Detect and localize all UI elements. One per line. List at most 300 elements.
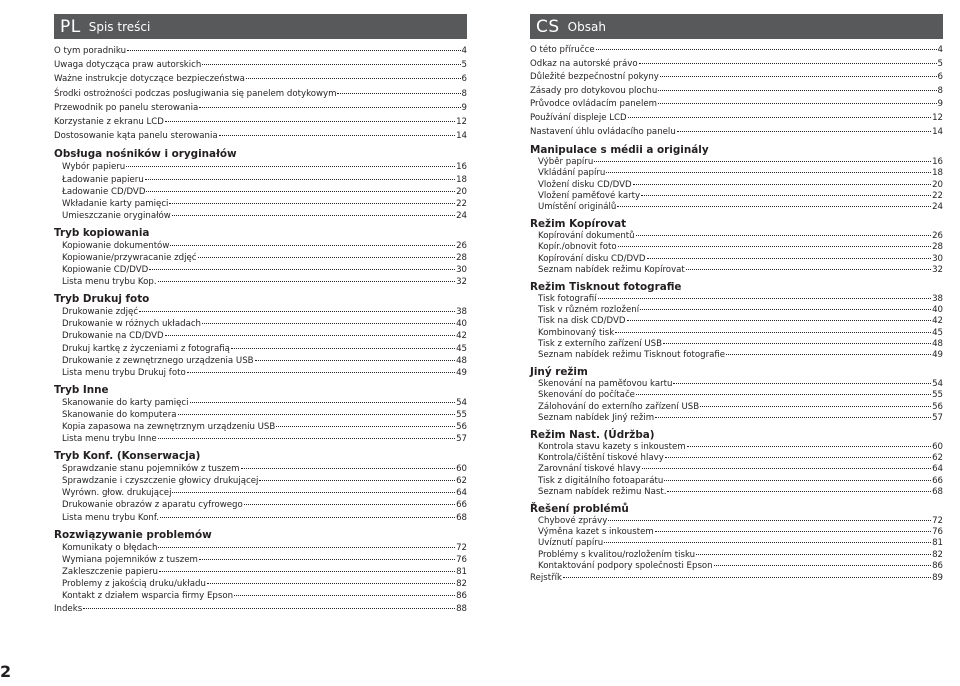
toc-column-pl bbox=[54, 14, 467, 616]
dot-leader bbox=[660, 75, 937, 77]
toc-entry[interactable] bbox=[54, 487, 467, 499]
toc-entry-page: 30 bbox=[456, 265, 467, 276]
toc-entry-page: 5 bbox=[937, 58, 943, 69]
toc-entry-label: Umieszczanie oryginałów bbox=[62, 210, 171, 221]
toc-entry-page: 30 bbox=[932, 253, 943, 264]
toc-entry-label: Lista menu trybu Konf. bbox=[62, 512, 159, 523]
dot-leader bbox=[615, 331, 931, 333]
dot-leader bbox=[618, 245, 931, 247]
toc-entry-page: 66 bbox=[456, 500, 467, 511]
toc-entry[interactable] bbox=[54, 186, 467, 198]
toc-entry-page: 16 bbox=[456, 162, 467, 173]
toc-entry[interactable] bbox=[54, 512, 467, 524]
page-number: 2 bbox=[0, 662, 12, 681]
toc-entry-label: Skenování na paměťovou kartu bbox=[538, 379, 673, 390]
toc-entry-label: Lista menu trybu Inne bbox=[62, 434, 157, 445]
toc-entry[interactable] bbox=[54, 397, 467, 409]
section-heading[interactable]: Režim Nast. (Údržba) bbox=[530, 429, 655, 442]
dot-leader bbox=[246, 77, 461, 79]
toc-entry[interactable] bbox=[530, 202, 943, 213]
toc-entry[interactable] bbox=[54, 578, 467, 590]
toc-entry-label: Tisk v různém rozložení bbox=[538, 305, 640, 316]
toc-entry-page: 42 bbox=[456, 331, 467, 342]
dot-leader bbox=[145, 178, 455, 180]
toc-entry-page: 68 bbox=[932, 486, 943, 497]
dot-leader bbox=[219, 134, 455, 136]
section-heading[interactable]: Tryb Konf. (Konserwacja) bbox=[54, 450, 201, 463]
toc-entry-label: Drukowanie zdjęć bbox=[62, 307, 139, 318]
section-heading[interactable]: Tryb kopiowania bbox=[54, 226, 150, 239]
toc-entry[interactable] bbox=[54, 330, 467, 342]
toc-entry[interactable] bbox=[530, 464, 943, 475]
toc-entry-page: 48 bbox=[456, 355, 467, 366]
toc-entry-page: 40 bbox=[932, 305, 943, 316]
toc-entry[interactable] bbox=[530, 58, 943, 72]
toc-entry[interactable] bbox=[54, 602, 467, 616]
toc-entry-label: Sprawdzanie stanu pojemników z tuszem bbox=[62, 464, 240, 475]
toc-entry[interactable] bbox=[54, 174, 467, 186]
dot-leader bbox=[178, 413, 456, 415]
toc-entry[interactable] bbox=[54, 101, 467, 115]
toc-entry-page: 45 bbox=[932, 327, 943, 338]
dot-leader bbox=[255, 359, 456, 361]
toc-entry-label: Sprawdzanie i czyszczenie głowicy drukującej bbox=[62, 476, 259, 487]
dot-leader bbox=[231, 347, 455, 349]
toc-entry-page: 14 bbox=[932, 126, 943, 137]
toc-entry-page: 54 bbox=[932, 379, 943, 390]
toc-entry-page: 22 bbox=[932, 190, 943, 201]
dot-leader bbox=[642, 467, 931, 469]
dot-leader bbox=[714, 564, 931, 566]
toc-entry-label: Chybové zprávy bbox=[538, 516, 608, 527]
toc-entry-label: Lista menu trybu Kop. bbox=[62, 277, 157, 288]
toc-entry-label: Uwaga dotycząca praw autorskich bbox=[54, 60, 202, 71]
dot-leader bbox=[598, 297, 932, 299]
toc-entry[interactable] bbox=[530, 316, 943, 327]
dot-leader bbox=[655, 416, 931, 418]
toc-entry[interactable] bbox=[530, 561, 943, 572]
toc-entry[interactable] bbox=[530, 538, 943, 549]
toc-entry-label: Zakleszczenie papieru bbox=[62, 566, 158, 577]
toc-entry-page: 6 bbox=[937, 72, 943, 83]
toc-entry-label: Ładowanie CD/DVD bbox=[62, 186, 146, 197]
toc-entry-label: Problemy z jakością druku/układu bbox=[62, 578, 206, 589]
dot-leader bbox=[673, 382, 931, 384]
toc-entry-label: O této příručce bbox=[530, 45, 595, 55]
toc-entry[interactable] bbox=[530, 265, 943, 276]
dot-leader bbox=[608, 519, 931, 521]
dot-leader bbox=[639, 62, 937, 64]
toc-entry-label: Tisk z externího zařízení USB bbox=[538, 338, 663, 349]
toc-entry-label: Kontaktování podpory společnosti Epson bbox=[538, 560, 713, 571]
dot-leader bbox=[202, 322, 455, 324]
toc-entry-page: 60 bbox=[932, 442, 943, 453]
toc-entry-label: Umístění originálů bbox=[538, 201, 617, 212]
toc-entry[interactable] bbox=[54, 590, 467, 602]
toc-entry[interactable] bbox=[530, 242, 943, 253]
dot-leader bbox=[146, 190, 455, 192]
toc-entry-page: 76 bbox=[456, 554, 467, 565]
toc-entry[interactable] bbox=[54, 433, 467, 445]
toc-entry-page: 56 bbox=[932, 401, 943, 412]
dot-leader bbox=[636, 234, 931, 236]
toc-entry[interactable] bbox=[54, 161, 467, 173]
toc-entry[interactable] bbox=[530, 572, 943, 586]
dot-leader bbox=[158, 280, 455, 282]
toc-entry-page: 28 bbox=[456, 252, 467, 263]
toc-title: Spis treści bbox=[88, 19, 151, 34]
toc-entry-page: 38 bbox=[932, 293, 943, 304]
toc-entry-label: Rejstřík bbox=[530, 573, 563, 584]
toc-entry[interactable] bbox=[530, 44, 943, 58]
toc-entry-label: Zarovnání tiskové hlavy bbox=[538, 464, 641, 475]
toc-entry-label: Ładowanie papieru bbox=[62, 174, 144, 185]
toc-entry-page: 48 bbox=[932, 338, 943, 349]
toc-entry-label: Indeks bbox=[54, 604, 83, 615]
section-heading[interactable]: Jiný režim bbox=[530, 366, 588, 379]
dot-leader bbox=[244, 503, 455, 505]
toc-entry-label: Výběr papíru bbox=[538, 157, 594, 168]
toc-entry[interactable] bbox=[530, 550, 943, 561]
toc-entry[interactable] bbox=[530, 476, 943, 487]
toc-entry-label: Komunikaty o błędach bbox=[62, 542, 158, 553]
toc-entry[interactable] bbox=[530, 442, 943, 453]
toc-entry[interactable] bbox=[54, 87, 467, 101]
toc-entry-label: Wymiana pojemników z tuszem bbox=[62, 554, 198, 565]
toc-entry[interactable] bbox=[530, 402, 943, 413]
toc-entry[interactable] bbox=[54, 355, 467, 367]
toc-entry-label: Zásady pro dotykovou plochu bbox=[530, 85, 658, 96]
toc-entry[interactable] bbox=[530, 126, 943, 140]
toc-entry-label: Vložení paměťové karty bbox=[538, 190, 641, 201]
toc-entry[interactable] bbox=[530, 157, 943, 168]
dot-leader bbox=[667, 490, 931, 492]
dot-leader bbox=[165, 120, 455, 122]
toc-entry-page: 60 bbox=[456, 464, 467, 475]
dot-leader bbox=[636, 393, 931, 395]
toc-entry-label: Vložení disku CD/DVD bbox=[538, 179, 632, 190]
toc-entry-label: Kopia zapasowa na zewnętrznym urządzeniu USB bbox=[62, 422, 276, 433]
toc-entry[interactable] bbox=[54, 252, 467, 264]
toc-entry-label: Wkładanie karty pamięci bbox=[62, 198, 169, 209]
toc-entry-label: Lista menu trybu Drukuj foto bbox=[62, 367, 186, 378]
toc-entry-page: 5 bbox=[461, 60, 467, 71]
dot-leader bbox=[647, 257, 932, 259]
toc-entry[interactable] bbox=[54, 210, 467, 222]
toc-entry[interactable] bbox=[530, 453, 943, 464]
toc-entry-page: 66 bbox=[932, 475, 943, 486]
toc-entry-label: O tym poradniku bbox=[54, 46, 127, 56]
toc-entry-page: 86 bbox=[456, 591, 467, 602]
toc-entry-page: 57 bbox=[456, 434, 467, 445]
dot-leader bbox=[259, 479, 455, 481]
toc-entry[interactable] bbox=[530, 527, 943, 538]
toc-entry[interactable] bbox=[54, 542, 467, 554]
toc-entry-label: Používání displeje LCD bbox=[530, 112, 627, 123]
toc-entry[interactable] bbox=[54, 115, 467, 129]
toc-column-cs bbox=[530, 14, 943, 586]
dot-leader bbox=[126, 165, 455, 167]
dot-leader bbox=[687, 445, 931, 447]
toc-entry-label: Skanowanie do komputera bbox=[62, 409, 177, 420]
toc-entry-label: Vkládání papíru bbox=[538, 168, 606, 179]
toc-entry-page: 49 bbox=[456, 367, 467, 378]
dot-leader bbox=[276, 425, 455, 427]
toc-entry-page: 64 bbox=[932, 464, 943, 475]
dot-leader bbox=[127, 49, 461, 51]
toc-entry-label: Tisk z digitálního fotoaparátu bbox=[538, 475, 664, 486]
section-heading[interactable]: Režim Tisknout fotografie bbox=[530, 280, 682, 293]
toc-entry-page: 4 bbox=[937, 45, 943, 55]
toc-entry-page: 54 bbox=[456, 397, 467, 408]
toc-entry-page: 18 bbox=[456, 174, 467, 185]
toc-entry-label: Kopírování disku CD/DVD bbox=[538, 253, 646, 264]
dot-leader bbox=[158, 437, 455, 439]
dot-leader bbox=[606, 171, 931, 173]
toc-entry[interactable] bbox=[530, 168, 943, 179]
dot-leader bbox=[198, 256, 456, 258]
toc-entry[interactable] bbox=[54, 318, 467, 330]
toc-entry[interactable] bbox=[54, 129, 467, 143]
toc-entry-label: Wybór papieru bbox=[62, 162, 126, 173]
toc-entry[interactable] bbox=[54, 264, 467, 276]
toc-entry-page: 6 bbox=[461, 74, 467, 85]
dot-leader bbox=[337, 92, 460, 94]
toc-entry[interactable] bbox=[530, 191, 943, 202]
dot-leader bbox=[658, 102, 937, 104]
toc-entry[interactable] bbox=[530, 305, 943, 316]
dot-leader bbox=[159, 570, 455, 572]
dot-leader bbox=[664, 479, 931, 481]
toc-entry-page: 55 bbox=[456, 409, 467, 420]
toc-entry-page: 55 bbox=[932, 390, 943, 401]
dot-leader bbox=[696, 553, 931, 555]
dot-leader bbox=[665, 456, 931, 458]
dot-leader bbox=[169, 202, 455, 204]
toc-entry-page: 49 bbox=[932, 350, 943, 360]
toc-entry-label: Kontrola stavu kazety s inkoustem bbox=[538, 442, 686, 453]
section-heading[interactable]: Tryb Inne bbox=[54, 383, 109, 396]
toc-entry[interactable] bbox=[54, 566, 467, 578]
toc-entry-label: Skanowanie do karty pamięci bbox=[62, 397, 189, 408]
dot-leader bbox=[165, 334, 455, 336]
dot-leader bbox=[139, 310, 455, 312]
dot-leader bbox=[172, 214, 455, 216]
toc-entry[interactable] bbox=[530, 112, 943, 126]
toc-entry-label: Kopiowanie/przywracanie zdjęć bbox=[62, 252, 197, 263]
toc-entry-page: 28 bbox=[932, 242, 943, 253]
toc-entry-page: 89 bbox=[932, 573, 943, 584]
toc-entry[interactable] bbox=[54, 198, 467, 210]
toc-entry-page: 12 bbox=[456, 117, 467, 128]
toc-entry[interactable] bbox=[530, 98, 943, 112]
section-heading[interactable]: Tryb Drukuj foto bbox=[54, 293, 150, 306]
toc-entry[interactable] bbox=[54, 44, 467, 58]
toc-entry-page: 8 bbox=[461, 88, 467, 99]
toc-entry-page: 82 bbox=[932, 549, 943, 560]
toc-entry-label: Środki ostrożności podczas posługiwania się panelem dotykowym bbox=[54, 88, 337, 99]
toc-entry[interactable] bbox=[530, 379, 943, 390]
toc-entry[interactable] bbox=[530, 254, 943, 265]
dot-leader bbox=[663, 342, 931, 344]
toc-entry-page: 26 bbox=[456, 240, 467, 251]
toc-list bbox=[530, 44, 943, 586]
toc-entry-label: Kontakt z działem wsparcia firmy Epson bbox=[62, 591, 234, 602]
toc-entry-page: 12 bbox=[932, 112, 943, 123]
dot-leader bbox=[83, 607, 455, 609]
dot-leader bbox=[158, 546, 455, 548]
toc-entry[interactable] bbox=[54, 367, 467, 379]
dot-leader bbox=[604, 541, 931, 543]
dot-leader bbox=[207, 582, 455, 584]
toc-entry-label: Skenování do počítače bbox=[538, 390, 635, 401]
toc-entry-page: 62 bbox=[456, 476, 467, 487]
language-code: CS bbox=[536, 16, 560, 37]
toc-entry-page: 57 bbox=[932, 412, 943, 423]
dot-leader bbox=[187, 371, 455, 373]
toc-entry[interactable] bbox=[54, 421, 467, 433]
toc-entry[interactable] bbox=[530, 390, 943, 401]
toc-entry-page: 16 bbox=[932, 157, 943, 168]
toc-entry[interactable] bbox=[54, 409, 467, 421]
toc-entry[interactable] bbox=[54, 463, 467, 475]
toc-entry[interactable] bbox=[54, 240, 467, 252]
toc-entry[interactable] bbox=[530, 71, 943, 85]
toc-entry[interactable] bbox=[54, 276, 467, 288]
toc-entry-page: 42 bbox=[932, 316, 943, 327]
toc-entry[interactable] bbox=[530, 413, 943, 424]
toc-title: Obsah bbox=[567, 19, 606, 34]
section-heading[interactable]: Rozwiązywanie problemów bbox=[54, 528, 212, 541]
toc-entry-label: Kopiowanie dokumentów bbox=[62, 240, 170, 251]
toc-entry-page: 81 bbox=[932, 538, 943, 549]
language-code: PL bbox=[60, 16, 81, 37]
toc-entry-label: Przewodnik po panelu sterowania bbox=[54, 102, 199, 113]
dot-leader bbox=[170, 244, 455, 246]
toc-entry-page: 20 bbox=[456, 186, 467, 197]
toc-entry-label: Uvíznutí papíru bbox=[538, 538, 604, 549]
toc-entry-page: 18 bbox=[932, 168, 943, 179]
toc-entry-page: 4 bbox=[461, 46, 467, 56]
toc-entry-label: Problémy s kvalitou/rozložením tisku bbox=[538, 549, 696, 560]
toc-entry[interactable] bbox=[530, 350, 943, 361]
toc-entry[interactable] bbox=[530, 180, 943, 191]
dot-leader bbox=[640, 308, 931, 310]
section-heading[interactable]: Manipulace s médii a originály bbox=[530, 144, 709, 157]
toc-entry-page: 8 bbox=[937, 85, 943, 96]
toc-entry-page: 26 bbox=[932, 231, 943, 242]
dot-leader bbox=[241, 467, 456, 469]
toc-entry[interactable] bbox=[54, 72, 467, 86]
toc-header-cs bbox=[530, 14, 943, 39]
toc-entry-label: Kopírování dokumentů bbox=[538, 231, 635, 242]
dot-leader bbox=[641, 194, 931, 196]
toc-entry[interactable] bbox=[530, 85, 943, 99]
dot-leader bbox=[700, 405, 931, 407]
dot-leader bbox=[686, 268, 931, 270]
dot-leader bbox=[655, 530, 931, 532]
toc-header-pl bbox=[54, 14, 467, 39]
toc-entry-label: Drukowanie na CD/DVD bbox=[62, 331, 164, 342]
dot-leader bbox=[594, 160, 931, 162]
toc-entry-label: Tisk fotografií bbox=[538, 293, 597, 304]
toc-entry[interactable] bbox=[530, 487, 943, 498]
toc-list bbox=[54, 44, 467, 616]
toc-entry-label: Důležité bezpečnostní pokyny bbox=[530, 72, 659, 83]
toc-entry-page: 32 bbox=[456, 277, 467, 288]
toc-entry-page: 82 bbox=[456, 578, 467, 589]
section-heading[interactable]: Režim Kopírovat bbox=[530, 218, 627, 231]
toc-entry-label: Kontrola/čištění tiskové hlavy bbox=[538, 453, 664, 464]
toc-entry-page: 62 bbox=[932, 453, 943, 464]
toc-entry-page: 9 bbox=[937, 99, 943, 110]
toc-entry-page: 14 bbox=[456, 131, 467, 142]
toc-entry-label: Tisk na disk CD/DVD bbox=[538, 316, 626, 327]
toc-entry[interactable] bbox=[54, 475, 467, 487]
toc-entry[interactable] bbox=[530, 328, 943, 339]
toc-entry[interactable] bbox=[54, 306, 467, 318]
dot-leader bbox=[202, 63, 460, 65]
section-heading[interactable]: Řešení problémů bbox=[530, 503, 629, 516]
toc-entry-page: 72 bbox=[456, 542, 467, 553]
toc-entry-label: Ważne instrukcje dotyczące bezpieczeństwa bbox=[54, 74, 245, 85]
toc-entry[interactable] bbox=[54, 343, 467, 355]
toc-entry[interactable] bbox=[54, 499, 467, 511]
toc-entry[interactable] bbox=[54, 554, 467, 566]
toc-entry-label: Seznam nabídek režimu Tisknout fotografie bbox=[538, 350, 726, 360]
toc-entry-label: Dostosowanie kąta panelu sterowania bbox=[54, 131, 218, 142]
toc-entry-page: 86 bbox=[932, 560, 943, 571]
toc-entry-label: Kopír./obnovit foto bbox=[538, 242, 617, 253]
toc-entry-page: 38 bbox=[456, 307, 467, 318]
toc-entry-page: 22 bbox=[456, 198, 467, 209]
toc-entry[interactable] bbox=[530, 231, 943, 242]
toc-entry-label: Drukuj kartkę z życzeniami z fotografią bbox=[62, 343, 230, 354]
toc-entry-label: Wyrówn. głow. drukującej bbox=[62, 488, 172, 499]
dot-leader bbox=[172, 491, 455, 493]
toc-entry-page: 24 bbox=[456, 210, 467, 221]
dot-leader bbox=[677, 130, 931, 132]
dot-leader bbox=[617, 205, 931, 207]
toc-entry[interactable] bbox=[530, 339, 943, 350]
dot-leader bbox=[633, 183, 931, 185]
toc-entry-page: 9 bbox=[461, 102, 467, 113]
dot-leader bbox=[563, 576, 931, 578]
toc-entry-page: 64 bbox=[456, 488, 467, 499]
toc-entry-label: Odkaz na autorské právo bbox=[530, 58, 638, 69]
toc-entry-page: 56 bbox=[456, 422, 467, 433]
dot-leader bbox=[658, 89, 936, 91]
toc-entry[interactable] bbox=[54, 58, 467, 72]
toc-entry-label: Zálohování do externího zařízení USB bbox=[538, 401, 700, 412]
toc-entry[interactable] bbox=[530, 516, 943, 527]
section-heading[interactable]: Obsługa nośników i oryginałów bbox=[54, 148, 237, 161]
toc-entry-label: Drukowanie w różnych układach bbox=[62, 319, 202, 330]
dot-leader bbox=[596, 48, 937, 50]
dot-leader bbox=[199, 558, 455, 560]
toc-entry-label: Kopiowanie CD/DVD bbox=[62, 265, 149, 276]
toc-entry-page: 81 bbox=[456, 566, 467, 577]
dot-leader bbox=[627, 319, 932, 321]
toc-entry-label: Průvodce ovládacím panelem bbox=[530, 99, 657, 110]
toc-entry-page: 72 bbox=[932, 516, 943, 527]
dot-leader bbox=[199, 106, 460, 108]
dot-leader bbox=[160, 516, 455, 518]
toc-entry[interactable] bbox=[530, 294, 943, 305]
toc-entry-label: Kombinovaný tisk bbox=[538, 327, 615, 338]
toc-entry-label: Nastavení úhlu ovládacího panelu bbox=[530, 126, 676, 137]
toc-entry-page: 20 bbox=[932, 179, 943, 190]
